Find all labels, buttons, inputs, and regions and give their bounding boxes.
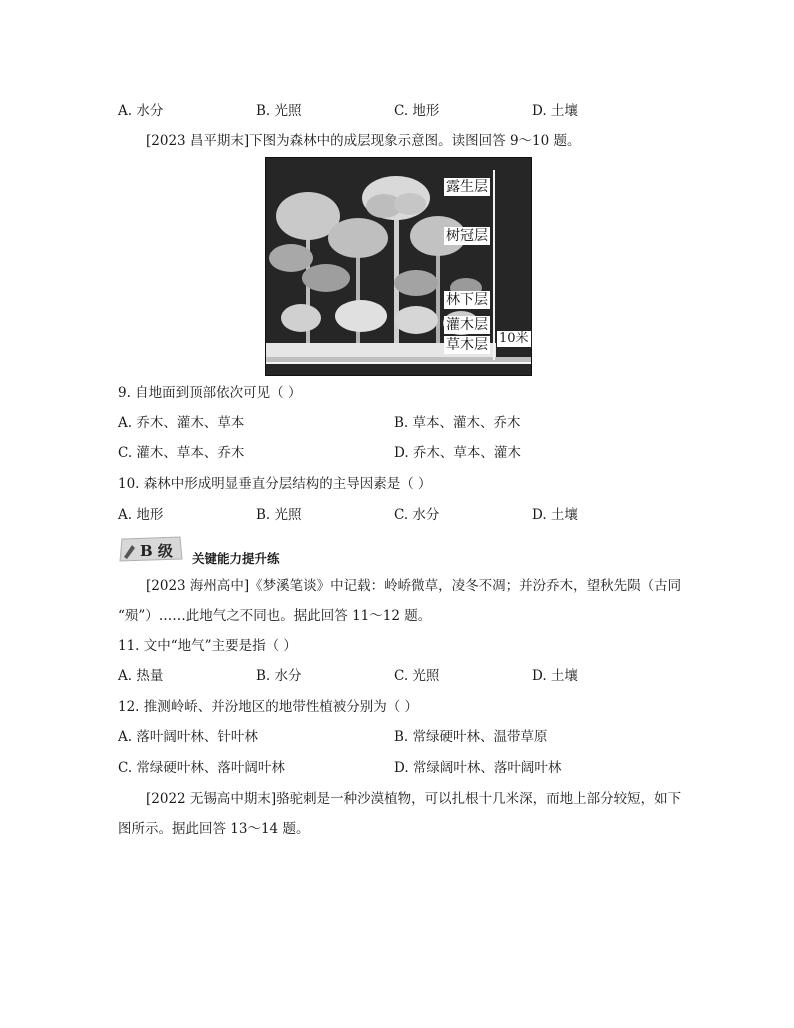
- option-d[interactable]: D. 常绿阔叶林、落叶阔叶林: [394, 760, 562, 776]
- intro-11-12-line1: [2023 海州高中]《梦溪笔谈》中记载：岭峤微草，凌冬不凋；并汾乔木，望秋先陨（古同: [146, 578, 682, 594]
- q12-options-row1: [118, 727, 678, 747]
- option-c[interactable]: C. 常绿硬叶林、落叶阔叶林: [118, 760, 285, 776]
- option-d[interactable]: D. 土壤: [532, 103, 578, 119]
- q9-options-row2: [118, 443, 678, 463]
- section-b-badge: [118, 535, 184, 563]
- option-a[interactable]: A. 地形: [118, 507, 164, 523]
- option-a[interactable]: A. 热量: [118, 668, 164, 684]
- option-a[interactable]: A. 落叶阔叶林、针叶林: [118, 729, 258, 745]
- option-a[interactable]: A. 水分: [118, 103, 164, 119]
- layer-label-herb: 草木层: [446, 337, 488, 353]
- layer-label-shrub: 灌木层: [446, 317, 488, 333]
- intro-9-10: [2023 昌平期末]下图为森林中的成层现象示意图。读图回答 9～10 题。: [146, 133, 581, 149]
- q10-stem: 10. 森林中形成明显垂直分层结构的主导因素是（ ）: [118, 476, 432, 492]
- q12-options-row2: [118, 758, 678, 778]
- option-c[interactable]: C. 地形: [394, 103, 440, 119]
- option-b[interactable]: B. 水分: [256, 668, 302, 684]
- layer-label-emergent: 露生层: [446, 179, 488, 195]
- intro-13-14-line1: [2022 无锡高中期末]骆驼刺是一种沙漠植物，可以扎根十几米深，而地上部分较短，如下: [146, 791, 682, 807]
- scale-bar: [493, 170, 495, 360]
- option-d[interactable]: D. 土壤: [532, 668, 578, 684]
- option-c[interactable]: C. 灌木、草本、乔木: [118, 445, 245, 461]
- layer-label-understory: 林下层: [446, 292, 488, 308]
- section-b-badge-text: B 级: [140, 542, 173, 560]
- q11-stem: 11. 文中“地气”主要是指（ ）: [118, 638, 297, 654]
- option-d[interactable]: D. 乔木、草本、灌木: [394, 445, 521, 461]
- option-b[interactable]: B. 光照: [256, 507, 302, 523]
- forest-illustration: [266, 158, 531, 375]
- section-b-title: 关键能力提升练: [192, 551, 280, 566]
- q8-options: [118, 101, 678, 121]
- intro-11-12-line2: “殒”）……此地气之不同也。据此回答 11～12 题。: [118, 608, 432, 624]
- q9-stem: 9. 自地面到顶部依次可见（ ）: [118, 385, 302, 401]
- option-d[interactable]: D. 土壤: [532, 507, 578, 523]
- forest-layers-figure: [265, 157, 532, 376]
- scale-label: 10米: [496, 330, 532, 348]
- q12-stem: 12. 推测岭峤、并汾地区的地带性植被分别为（ ）: [118, 699, 419, 715]
- q10-options: [118, 505, 678, 525]
- layer-label-canopy: 树冠层: [446, 228, 488, 244]
- option-b[interactable]: B. 草本、灌木、乔木: [394, 415, 521, 431]
- q11-options: [118, 666, 678, 686]
- option-c[interactable]: C. 水分: [394, 507, 440, 523]
- option-b[interactable]: B. 常绿硬叶林、温带草原: [394, 729, 548, 745]
- option-c[interactable]: C. 光照: [394, 668, 440, 684]
- intro-13-14-line2: 图所示。据此回答 13～14 题。: [118, 821, 310, 837]
- q9-options-row1: [118, 413, 678, 433]
- option-a[interactable]: A. 乔木、灌木、草本: [118, 415, 245, 431]
- option-b[interactable]: B. 光照: [256, 103, 302, 119]
